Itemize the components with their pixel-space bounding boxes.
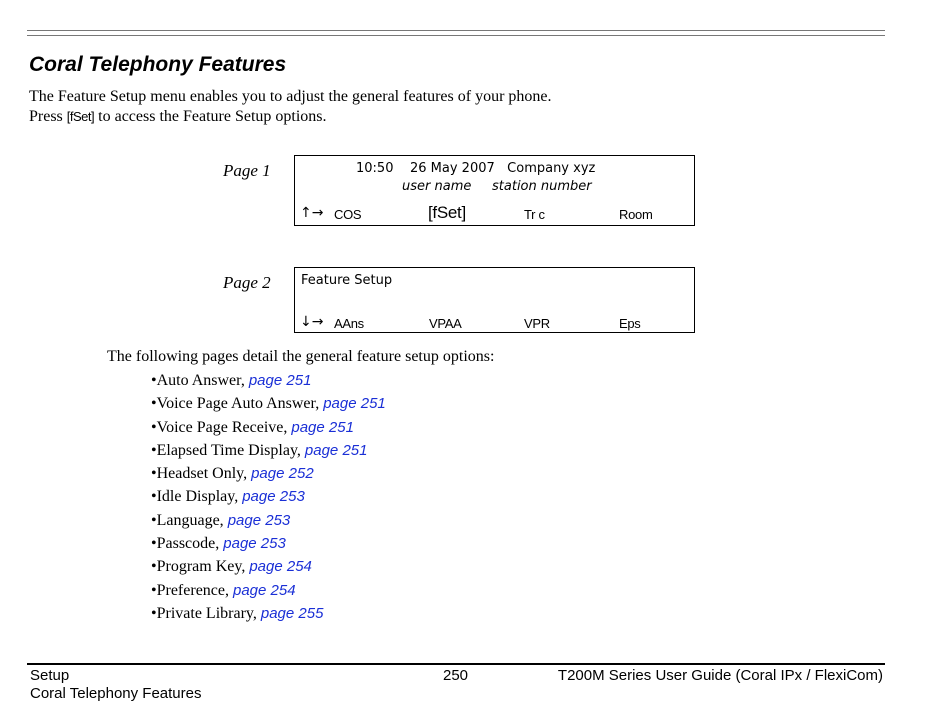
- footer-page-number: 250: [443, 667, 469, 684]
- list-item: •Language, page 253: [151, 511, 291, 529]
- list-item: •Voice Page Auto Answer, page 251: [151, 395, 386, 413]
- list-item: •Program Key, page 254: [151, 558, 312, 576]
- softkey-aans[interactable]: AAns: [334, 316, 364, 331]
- softkey-cos[interactable]: COS: [334, 207, 362, 222]
- softkey-room[interactable]: Room: [619, 207, 653, 222]
- list-item: •Preference, page 254: [151, 581, 296, 599]
- intro-press-text: Press: [29, 108, 67, 125]
- feature-options-list: [151, 371, 386, 627]
- page-link[interactable]: page 252: [251, 465, 314, 483]
- page-link[interactable]: page 253: [227, 511, 291, 529]
- page-link[interactable]: page 251: [323, 395, 386, 413]
- footer-rule: [27, 663, 885, 665]
- page-link[interactable]: page 251: [248, 372, 312, 389]
- list-item: •Passcode, page 253: [151, 535, 286, 553]
- header-rule-top: [27, 30, 885, 31]
- softkey-trc[interactable]: Tr c: [524, 207, 545, 222]
- page-link[interactable]: page 251: [304, 441, 368, 459]
- softkey-vpaa[interactable]: VPAA: [429, 316, 462, 331]
- footer-guide-title: T200M Series User Guide (Coral IPx / FlexiCom): [557, 667, 883, 684]
- header-rule-bottom: [27, 35, 885, 36]
- footer-section: Setup: [30, 667, 70, 684]
- options-lead-text: The following pages detail the general feature setup options:: [107, 348, 495, 365]
- intro-line-1: The Feature Setup menu enables you to adjust the general features of your phone.: [29, 88, 552, 105]
- page-2-label: Page 2: [223, 273, 271, 292]
- intro-access-text: to access the Feature Setup options.: [94, 108, 327, 125]
- list-item: •Private Library, page 255: [151, 604, 324, 622]
- page-1-label: Page 1: [223, 161, 271, 180]
- page-link[interactable]: page 251: [291, 418, 354, 436]
- softkey-eps[interactable]: Eps: [619, 316, 641, 331]
- display-screen-page-2: [294, 267, 695, 333]
- page-link[interactable]: page 254: [233, 581, 296, 599]
- intro-line-2: [29, 107, 552, 127]
- list-item: •Voice Page Receive, page 251: [151, 418, 354, 436]
- page-link[interactable]: page 253: [223, 535, 286, 553]
- intro-paragraph: [29, 87, 552, 127]
- footer-subsection: Coral Telephony Features: [30, 685, 202, 702]
- fset-key-label: [fSet]: [66, 109, 95, 124]
- display-user-line: user name station number: [402, 179, 592, 194]
- page-title: Coral Telephony Features: [29, 53, 287, 76]
- list-item: •Elapsed Time Display, page 251: [151, 441, 368, 459]
- list-item: •Auto Answer, page 251: [151, 372, 312, 389]
- page-link[interactable]: page 255: [260, 604, 324, 622]
- display-status-line: 10:50 26 May 2007 Company xyz: [356, 161, 596, 176]
- softkey-fset[interactable]: [fSet]: [428, 203, 466, 222]
- down-right-arrow-icon: ↓→: [300, 314, 324, 330]
- softkey-vpr[interactable]: VPR: [524, 316, 550, 331]
- list-item: •Headset Only, page 252: [151, 465, 314, 483]
- list-item: •Idle Display, page 253: [151, 488, 305, 506]
- display-screen-page-1: [294, 155, 695, 226]
- up-right-arrow-icon: ↑→: [300, 205, 324, 221]
- page-link[interactable]: page 254: [249, 558, 312, 576]
- display-feature-setup-line: Feature Setup: [301, 273, 393, 288]
- page-link[interactable]: page 253: [242, 488, 305, 506]
